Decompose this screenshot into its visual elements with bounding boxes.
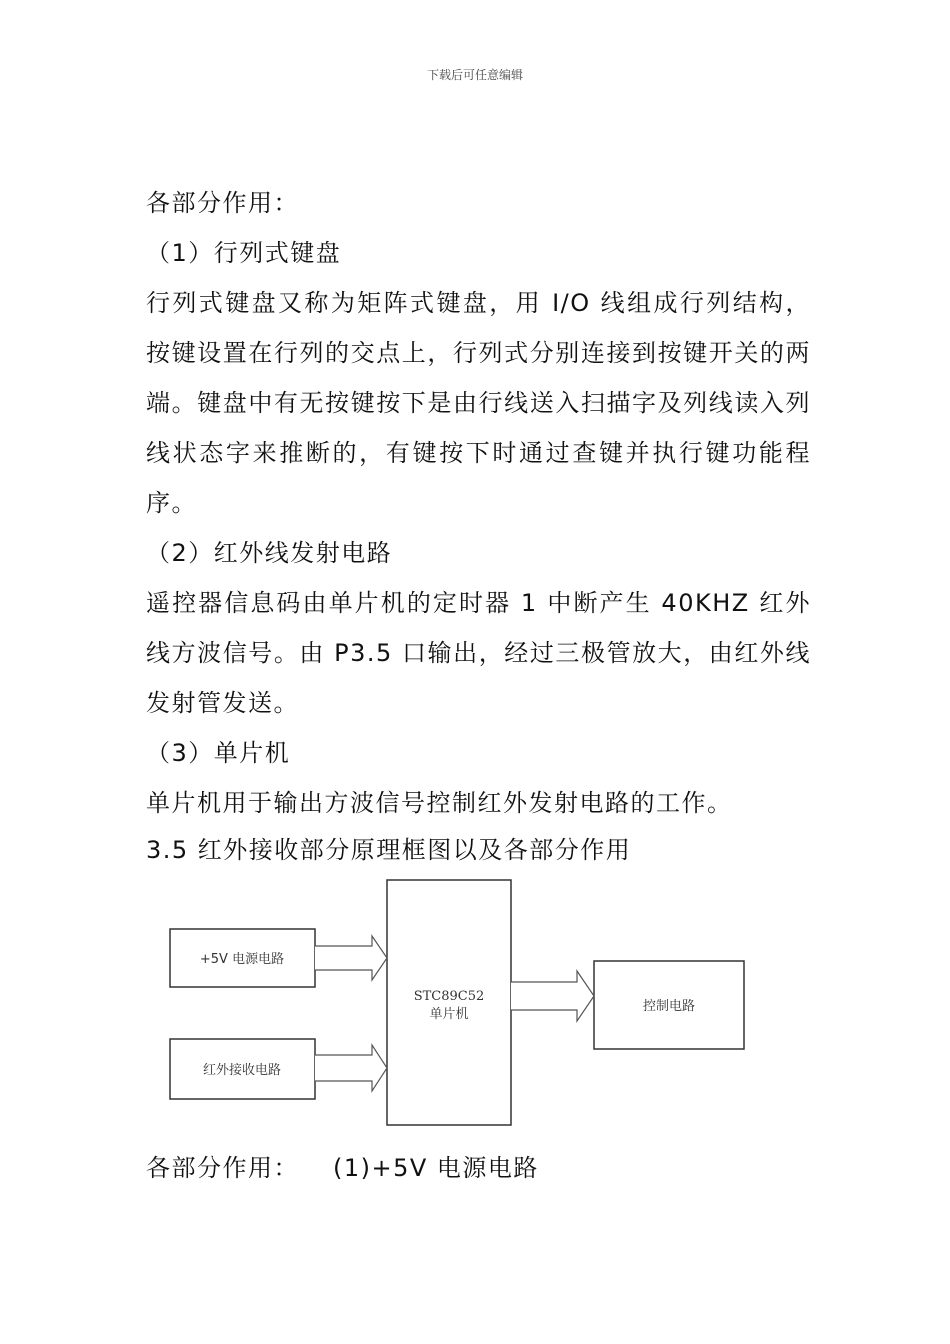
block-diagram xyxy=(165,872,765,1132)
arrow-power-to-mcu xyxy=(315,936,387,980)
mcu-box-label-2: 单片机 xyxy=(429,1007,469,1022)
arrow-ir-to-mcu xyxy=(315,1045,387,1091)
item3-title: （3）单片机 xyxy=(146,739,291,767)
footer-roles-label: 各部分作用： xyxy=(146,1154,299,1182)
page-header: 下载后可任意编辑 xyxy=(426,68,523,82)
power-box-label: +5V 电源电路 xyxy=(199,952,285,967)
item1-body: 行列式键盘又称为矩阵式键盘，用 I/O 线组成行列结构，按键设置在行列的交点上，行列式分别连接到按键开关的两端。键盘中有无按键按下是由行线送入扫描字及列线读入列线状态字来推断的，有键按下时通过查键并执行键功能程序。 xyxy=(146,289,811,517)
footer-line xyxy=(146,1146,539,1190)
section-title: 3.5 红外接收部分原理框图以及各部分作用 xyxy=(146,836,632,864)
arrow-mcu-to-control xyxy=(511,971,594,1021)
roles-heading: 各部分作用： xyxy=(146,189,299,217)
document-body xyxy=(146,178,811,872)
item1-title: （1）行列式键盘 xyxy=(146,239,342,267)
ir-receive-box-label: 红外接收电路 xyxy=(202,1063,282,1078)
mcu-box-label-1: STC89C52 xyxy=(413,989,485,1004)
item2-body: 遥控器信息码由单片机的定时器 1 中断产生 40KHZ 红外线方波信号。由 P3.5 口输出，经过三极管放大，由红外线发射管发送。 xyxy=(146,589,811,717)
footer-item1-label: (1)+5V 电源电路 xyxy=(333,1154,539,1182)
control-box-label: 控制电路 xyxy=(642,999,696,1014)
item2-title: （2）红外线发射电路 xyxy=(146,539,393,567)
item3-body: 单片机用于输出方波信号控制红外发射电路的工作。 xyxy=(146,789,733,817)
